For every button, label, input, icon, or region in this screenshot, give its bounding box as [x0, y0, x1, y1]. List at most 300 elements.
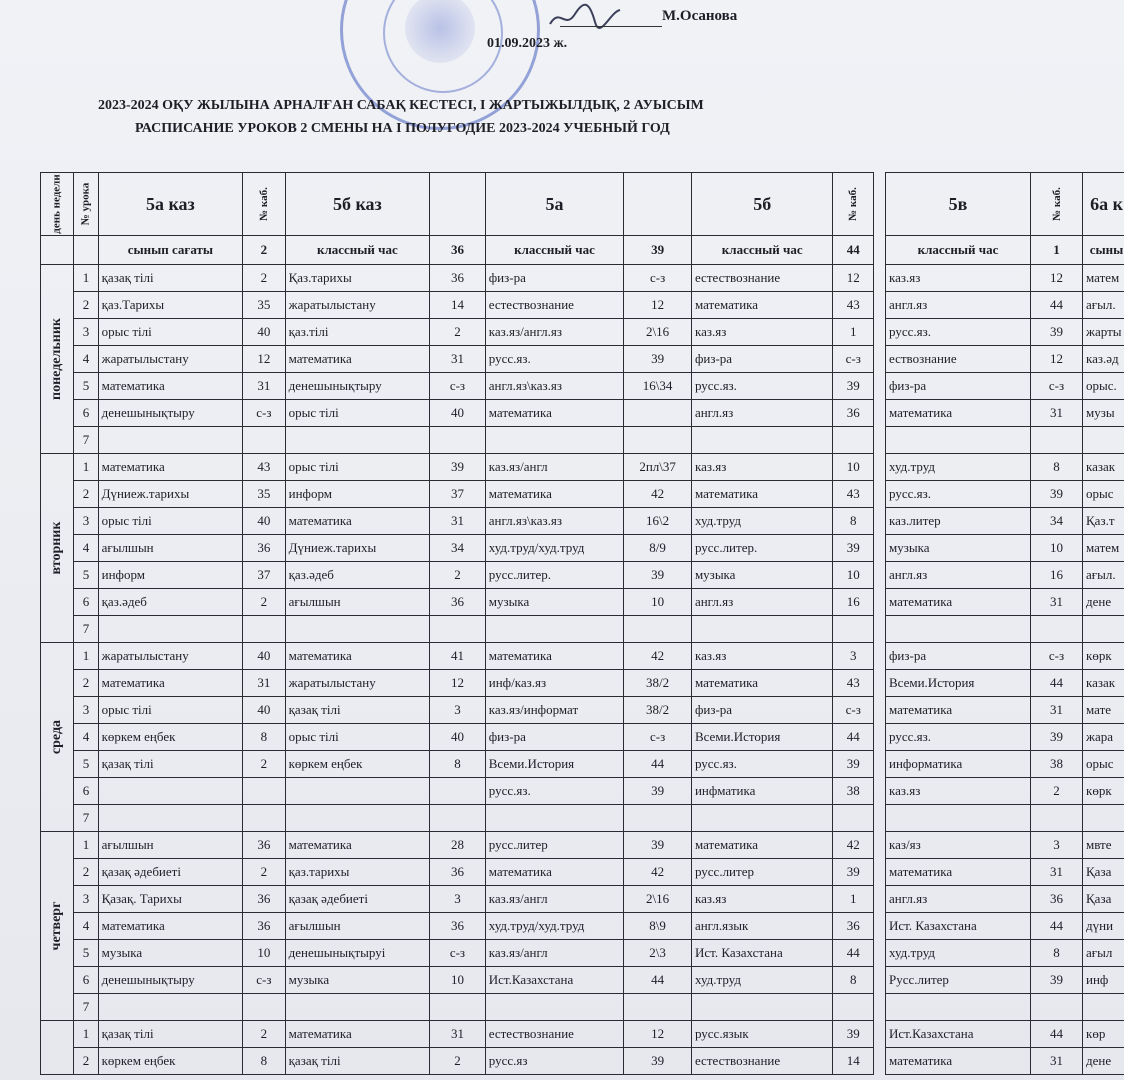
- class-hour-subject: сыны: [1083, 236, 1124, 265]
- subject-cell: қазақ тілі: [98, 265, 243, 292]
- subject-cell: қазақ тілі: [98, 751, 243, 778]
- lesson-number: 1: [74, 1021, 98, 1048]
- table-row: [41, 589, 874, 616]
- subject-cell: [691, 805, 833, 832]
- subject-cell: естествознание: [485, 1021, 623, 1048]
- cabinet-column-header: [624, 173, 692, 236]
- cabinet-cell: 8: [243, 724, 285, 751]
- subject-cell: [485, 994, 623, 1021]
- subject-cell: орыс тілі: [98, 508, 243, 535]
- table-header-row: [886, 173, 1124, 236]
- table-row: [886, 1021, 1124, 1048]
- subject-cell: физ-ра: [485, 724, 623, 751]
- class-hour-subject: классный час: [485, 236, 623, 265]
- subject-cell: математика: [886, 697, 1031, 724]
- table-row: [41, 400, 874, 427]
- subject-cell: музы: [1083, 400, 1124, 427]
- table-row: [886, 481, 1124, 508]
- table-row: [41, 778, 874, 805]
- table-row: [886, 751, 1124, 778]
- subject-cell: математика: [485, 859, 623, 886]
- cabinet-cell: [833, 427, 874, 454]
- cabinet-cell: 12: [624, 292, 692, 319]
- subject-cell: естествознание: [691, 265, 833, 292]
- title-russian: РАСПИСАНИЕ УРОКОВ 2 СМЕНЫ НА І ПОЛУГОДИЕ 2023-2024 УЧЕБНЫЙ ГОД: [135, 121, 670, 136]
- subject-cell: ағыл: [1083, 940, 1124, 967]
- cabinet-cell: 31: [430, 346, 486, 373]
- cabinet-cell: 39: [624, 778, 692, 805]
- cabinet-column-header: [243, 173, 285, 236]
- subject-cell: математика: [285, 1021, 430, 1048]
- subject-cell: худ.труд/худ.труд: [485, 535, 623, 562]
- subject-cell: математика: [886, 859, 1031, 886]
- class-hour-cabinet: 1: [1031, 236, 1083, 265]
- table-row: [41, 859, 874, 886]
- subject-cell: денешынықтыру: [285, 373, 430, 400]
- subject-cell: англ.яз: [886, 292, 1031, 319]
- table-row: [41, 886, 874, 913]
- cabinet-cell: 10: [1031, 535, 1083, 562]
- cabinet-cell: с-з: [1031, 373, 1083, 400]
- cabinet-cell: 44: [624, 967, 692, 994]
- cabinet-cell: 12: [624, 1021, 692, 1048]
- cabinet-column-header: [430, 173, 486, 236]
- cabinet-cell: с-з: [833, 346, 874, 373]
- subject-cell: Ист.Казахстана: [886, 1021, 1031, 1048]
- subject-cell: [285, 805, 430, 832]
- cabinet-cell: [430, 805, 486, 832]
- cabinet-cell: 8: [833, 967, 874, 994]
- class-name-header: 6а к: [1083, 173, 1124, 236]
- subject-cell: каз.яз/англ: [485, 454, 623, 481]
- table-row: [886, 346, 1124, 373]
- cabinet-cell: 36: [430, 913, 486, 940]
- cabinet-cell: 39: [624, 346, 692, 373]
- cabinet-cell: 39: [833, 859, 874, 886]
- table-row: [886, 832, 1124, 859]
- subject-cell: дене: [1083, 589, 1124, 616]
- cabinet-cell: 38: [833, 778, 874, 805]
- subject-cell: жара: [1083, 724, 1124, 751]
- subject-cell: көрк: [1083, 643, 1124, 670]
- lesson-number-label: № урока: [79, 182, 92, 226]
- cabinet-cell: 44: [833, 724, 874, 751]
- signature-line: [560, 26, 662, 27]
- table-row: [886, 670, 1124, 697]
- table-row: [886, 400, 1124, 427]
- subject-cell: жарты: [1083, 319, 1124, 346]
- title-kazakh: 2023-2024 ОҚУ ЖЫЛЫНА АРНАЛҒАН САБАҚ КЕСТЕСІ, І ЖАРТЫЖЫЛДЫҚ, 2 АУЫСЫМ: [98, 98, 704, 113]
- subject-cell: худ.труд: [691, 508, 833, 535]
- subject-cell: ағыл.: [1083, 562, 1124, 589]
- cabinet-cell: 28: [430, 832, 486, 859]
- table-row: [886, 454, 1124, 481]
- subject-cell: инф: [1083, 967, 1124, 994]
- cabinet-cell: с-з: [430, 940, 486, 967]
- subject-cell: қазақ әдебиеті: [285, 886, 430, 913]
- subject-cell: каз.яз: [886, 265, 1031, 292]
- subject-cell: Қаза: [1083, 886, 1124, 913]
- subject-cell: математика: [691, 832, 833, 859]
- cabinet-cell: 35: [243, 481, 285, 508]
- cabinet-cell: 2: [243, 589, 285, 616]
- cabinet-cell: 8: [1031, 454, 1083, 481]
- subject-cell: русс.яз.: [691, 751, 833, 778]
- table-row: [41, 346, 874, 373]
- table-row: [886, 967, 1124, 994]
- cabinet-cell: 36: [243, 913, 285, 940]
- cabinet-cell: 34: [1031, 508, 1083, 535]
- subject-cell: [285, 994, 430, 1021]
- table-row: [41, 670, 874, 697]
- cabinet-cell: 8/9: [624, 535, 692, 562]
- lesson-number: 7: [74, 805, 98, 832]
- subject-cell: математика: [886, 1048, 1031, 1075]
- cabinet-cell: 10: [430, 967, 486, 994]
- subject-cell: казак: [1083, 454, 1124, 481]
- table-row: [41, 454, 874, 481]
- subject-cell: Қазақ. Тарихы: [98, 886, 243, 913]
- class-name-header: 5а: [485, 173, 623, 236]
- cabinet-cell: 44: [1031, 292, 1083, 319]
- day-name: вторник: [49, 521, 65, 575]
- subject-cell: [485, 616, 623, 643]
- subject-cell: математика: [285, 508, 430, 535]
- cabinet-cell: 36: [430, 265, 486, 292]
- subject-cell: русс.яз.: [485, 778, 623, 805]
- lesson-number: 1: [74, 454, 98, 481]
- cabinet-cell: [243, 427, 285, 454]
- subject-cell: математика: [485, 400, 623, 427]
- cabinet-cell: 39: [1031, 967, 1083, 994]
- subject-cell: математика: [98, 373, 243, 400]
- cabinet-cell: 10: [624, 589, 692, 616]
- subject-cell: физ-ра: [886, 373, 1031, 400]
- cabinet-cell: 36: [243, 535, 285, 562]
- table-row: [886, 508, 1124, 535]
- table-row: [886, 535, 1124, 562]
- subject-cell: матем: [1083, 265, 1124, 292]
- cabinet-cell: 39: [833, 1021, 874, 1048]
- subject-cell: каз.яз: [886, 778, 1031, 805]
- lesson-number: 6: [74, 589, 98, 616]
- cabinet-cell: [833, 616, 874, 643]
- day-name: четверг: [49, 901, 65, 951]
- cabinet-cell: 39: [833, 535, 874, 562]
- subject-cell: [98, 778, 243, 805]
- subject-cell: музыка: [98, 940, 243, 967]
- table-row: [41, 562, 874, 589]
- subject-cell: математика: [691, 670, 833, 697]
- subject-cell: физ-ра: [886, 643, 1031, 670]
- lesson-number: 6: [74, 400, 98, 427]
- cabinet-cell: 38: [1031, 751, 1083, 778]
- cabinet-cell: 40: [243, 643, 285, 670]
- subject-cell: [691, 616, 833, 643]
- cabinet-cell: 44: [1031, 1021, 1083, 1048]
- cabinet-cell: 44: [624, 751, 692, 778]
- lesson-number: 5: [74, 562, 98, 589]
- cabinet-cell: 31: [1031, 697, 1083, 724]
- lesson-number: 2: [74, 670, 98, 697]
- lesson-number: 1: [74, 832, 98, 859]
- subject-cell: орыс тілі: [285, 724, 430, 751]
- day-cell: [41, 643, 74, 832]
- subject-cell: англ.яз: [886, 886, 1031, 913]
- lesson-number: 2: [74, 1048, 98, 1075]
- subject-cell: ағылшын: [98, 535, 243, 562]
- table-row: [41, 292, 874, 319]
- cabinet-cell: 12: [243, 346, 285, 373]
- table-row: [41, 427, 874, 454]
- subject-cell: математика: [285, 643, 430, 670]
- subject-cell: [1083, 994, 1124, 1021]
- day-column-header: [41, 173, 74, 236]
- cabinet-cell: [833, 805, 874, 832]
- table-row: [41, 1048, 874, 1075]
- subject-cell: русс.литер.: [691, 535, 833, 562]
- subject-cell: қаз.тарихы: [285, 859, 430, 886]
- cabinet-cell: 36: [1031, 886, 1083, 913]
- cabinet-cell: 42: [833, 832, 874, 859]
- cabinet-cell: 36: [243, 832, 285, 859]
- subject-cell: қаз.Тарихы: [98, 292, 243, 319]
- cabinet-cell: 31: [1031, 859, 1083, 886]
- subject-cell: денешынықтыру: [98, 967, 243, 994]
- table-row: [886, 859, 1124, 886]
- class-hour-cabinet: 44: [833, 236, 874, 265]
- cabinet-cell: 1: [833, 319, 874, 346]
- table-row: [886, 994, 1124, 1021]
- lesson-number: 5: [74, 940, 98, 967]
- cabinet-cell: [624, 427, 692, 454]
- cabinet-cell: 31: [243, 670, 285, 697]
- class-hour-cabinet: 2: [243, 236, 285, 265]
- subject-cell: русс.яз.: [691, 373, 833, 400]
- subject-cell: русс.яз.: [886, 724, 1031, 751]
- subject-cell: орыс: [1083, 481, 1124, 508]
- subject-cell: русс.яз: [485, 1048, 623, 1075]
- cabinet-cell: 31: [1031, 589, 1083, 616]
- subject-cell: [886, 994, 1031, 1021]
- cabinet-cell: 37: [430, 481, 486, 508]
- day-name: понедельник: [49, 318, 65, 400]
- subject-cell: Ист. Казахстана: [691, 940, 833, 967]
- table-row: [886, 562, 1124, 589]
- subject-cell: [98, 427, 243, 454]
- subject-cell: [886, 427, 1031, 454]
- subject-cell: англ.яз: [691, 589, 833, 616]
- class-hour-subject: классный час: [886, 236, 1031, 265]
- table-header-row: [41, 173, 874, 236]
- subject-cell: Қаз.тарихы: [285, 265, 430, 292]
- cabinet-cell: с-з: [243, 400, 285, 427]
- subject-cell: ествознание: [886, 346, 1031, 373]
- class-hour-subject: сынып сағаты: [98, 236, 243, 265]
- cabinet-cell: 36: [833, 400, 874, 427]
- subject-cell: мвте: [1083, 832, 1124, 859]
- cabinet-cell: 42: [624, 481, 692, 508]
- table-row: [41, 1021, 874, 1048]
- lesson-number: 3: [74, 319, 98, 346]
- cabinet-cell: 42: [624, 859, 692, 886]
- subject-cell: математика: [691, 481, 833, 508]
- subject-cell: [1083, 616, 1124, 643]
- cabinet-cell: 43: [833, 670, 874, 697]
- cabinet-cell: 43: [833, 292, 874, 319]
- cabinet-cell: 31: [430, 1021, 486, 1048]
- subject-cell: орыс.: [1083, 373, 1124, 400]
- day-cell: [41, 832, 74, 1021]
- class-hour-subject: классный час: [691, 236, 833, 265]
- table-row: [886, 697, 1124, 724]
- subject-cell: худ.труд: [886, 454, 1031, 481]
- cabinet-cell: [243, 778, 285, 805]
- table-row: [41, 697, 874, 724]
- cabinet-cell: 8: [243, 1048, 285, 1075]
- empty-cell: [41, 236, 74, 265]
- cabinet-cell: [1031, 616, 1083, 643]
- table-row: [41, 643, 874, 670]
- table-row: [886, 643, 1124, 670]
- table-row: [886, 265, 1124, 292]
- subject-cell: русс.литер.: [485, 562, 623, 589]
- cabinet-cell: 36: [430, 859, 486, 886]
- subject-cell: көркем еңбек: [285, 751, 430, 778]
- subject-cell: худ.труд: [886, 940, 1031, 967]
- cabinet-cell: 12: [430, 670, 486, 697]
- day-cell: [41, 454, 74, 643]
- cabinet-cell: [833, 994, 874, 1021]
- cabinet-cell: 2: [430, 319, 486, 346]
- table-row: [886, 373, 1124, 400]
- cabinet-cell: 2\16: [624, 319, 692, 346]
- cabinet-cell: 39: [624, 562, 692, 589]
- cabinet-cell: с-з: [430, 373, 486, 400]
- cabinet-cell: 16: [833, 589, 874, 616]
- cabinet-cell: 10: [833, 562, 874, 589]
- cabinet-cell: 40: [430, 400, 486, 427]
- table-row: [886, 1048, 1124, 1075]
- table-row: [41, 481, 874, 508]
- cabinet-cell: 8\9: [624, 913, 692, 940]
- lesson-number: 7: [74, 427, 98, 454]
- subject-cell: англ.яз\каз.яз: [485, 508, 623, 535]
- subject-cell: англ.яз: [691, 400, 833, 427]
- subject-cell: Всеми.История: [485, 751, 623, 778]
- subject-cell: жаратылыстану: [285, 292, 430, 319]
- subject-cell: каз.яз/англ.яз: [485, 319, 623, 346]
- lesson-number: 7: [74, 994, 98, 1021]
- cabinet-cell: 8: [1031, 940, 1083, 967]
- subject-cell: көркем еңбек: [98, 1048, 243, 1075]
- table-row: [886, 589, 1124, 616]
- signature-icon: [545, 2, 625, 32]
- cabinet-cell: 2: [243, 859, 285, 886]
- subject-cell: математика: [285, 346, 430, 373]
- subject-cell: естествознание: [485, 292, 623, 319]
- cabinet-cell: 42: [624, 643, 692, 670]
- subject-cell: каз.әд: [1083, 346, 1124, 373]
- table-row: [41, 967, 874, 994]
- cabinet-cell: [1031, 994, 1083, 1021]
- cabinet-cell: 44: [833, 940, 874, 967]
- subject-cell: жаратылыстану: [285, 670, 430, 697]
- table-row: [886, 805, 1124, 832]
- cabinet-cell: [243, 805, 285, 832]
- cabinet-cell: 31: [430, 508, 486, 535]
- lesson-number: 2: [74, 292, 98, 319]
- cabinet-cell: [1031, 427, 1083, 454]
- subject-cell: орыс тілі: [285, 454, 430, 481]
- cabinet-cell: 2: [1031, 778, 1083, 805]
- cabinet-cell: 31: [1031, 1048, 1083, 1075]
- cabinet-cell: с-з: [243, 967, 285, 994]
- subject-cell: орыс тілі: [285, 400, 430, 427]
- subject-cell: көрк: [1083, 778, 1124, 805]
- subject-cell: орыс тілі: [98, 319, 243, 346]
- subject-cell: денешынықтыруі: [285, 940, 430, 967]
- class-hour-cabinet: 39: [624, 236, 692, 265]
- table-row: [41, 319, 874, 346]
- subject-cell: физ-ра: [691, 346, 833, 373]
- subject-cell: Қаз.т: [1083, 508, 1124, 535]
- subject-cell: физ-ра: [691, 697, 833, 724]
- lesson-number: 2: [74, 481, 98, 508]
- subject-cell: [98, 994, 243, 1021]
- subject-cell: ағылшын: [285, 913, 430, 940]
- cabinet-cell: 31: [243, 373, 285, 400]
- table-row: [886, 616, 1124, 643]
- lesson-number: 6: [74, 967, 98, 994]
- day-name: среда: [49, 719, 65, 755]
- cabinet-cell: 39: [624, 832, 692, 859]
- schedule-table-right: [885, 172, 1124, 1075]
- cabinet-cell: 2пл\37: [624, 454, 692, 481]
- cabinet-cell: 40: [243, 508, 285, 535]
- cabinet-cell: 36: [833, 913, 874, 940]
- subject-cell: каз.литер: [886, 508, 1031, 535]
- cabinet-cell: [624, 805, 692, 832]
- cabinet-cell: 44: [1031, 913, 1083, 940]
- cabinet-cell: 1: [833, 886, 874, 913]
- subject-cell: дене: [1083, 1048, 1124, 1075]
- cabinet-header-label: № каб.: [847, 187, 860, 221]
- lesson-number: 3: [74, 508, 98, 535]
- cabinet-cell: 43: [833, 481, 874, 508]
- subject-cell: математика: [886, 589, 1031, 616]
- table-row: [41, 751, 874, 778]
- day-cell: [41, 265, 74, 454]
- lesson-number: 4: [74, 346, 98, 373]
- cabinet-cell: [624, 400, 692, 427]
- subject-cell: каз.яз: [691, 886, 833, 913]
- subject-cell: көркем еңбек: [98, 724, 243, 751]
- cabinet-cell: 39: [1031, 319, 1083, 346]
- subject-cell: Ист.Казахстана: [485, 967, 623, 994]
- subject-cell: Всеми.История: [691, 724, 833, 751]
- subject-cell: дүни: [1083, 913, 1124, 940]
- subject-cell: каз.яз: [691, 454, 833, 481]
- lesson-number: 2: [74, 859, 98, 886]
- subject-cell: Қаза: [1083, 859, 1124, 886]
- subject-cell: русс.яз.: [886, 319, 1031, 346]
- subject-cell: [485, 427, 623, 454]
- subject-cell: қазақ әдебиеті: [98, 859, 243, 886]
- subject-cell: русс.язык: [691, 1021, 833, 1048]
- cabinet-cell: 3: [430, 886, 486, 913]
- subject-cell: каз.яз: [691, 319, 833, 346]
